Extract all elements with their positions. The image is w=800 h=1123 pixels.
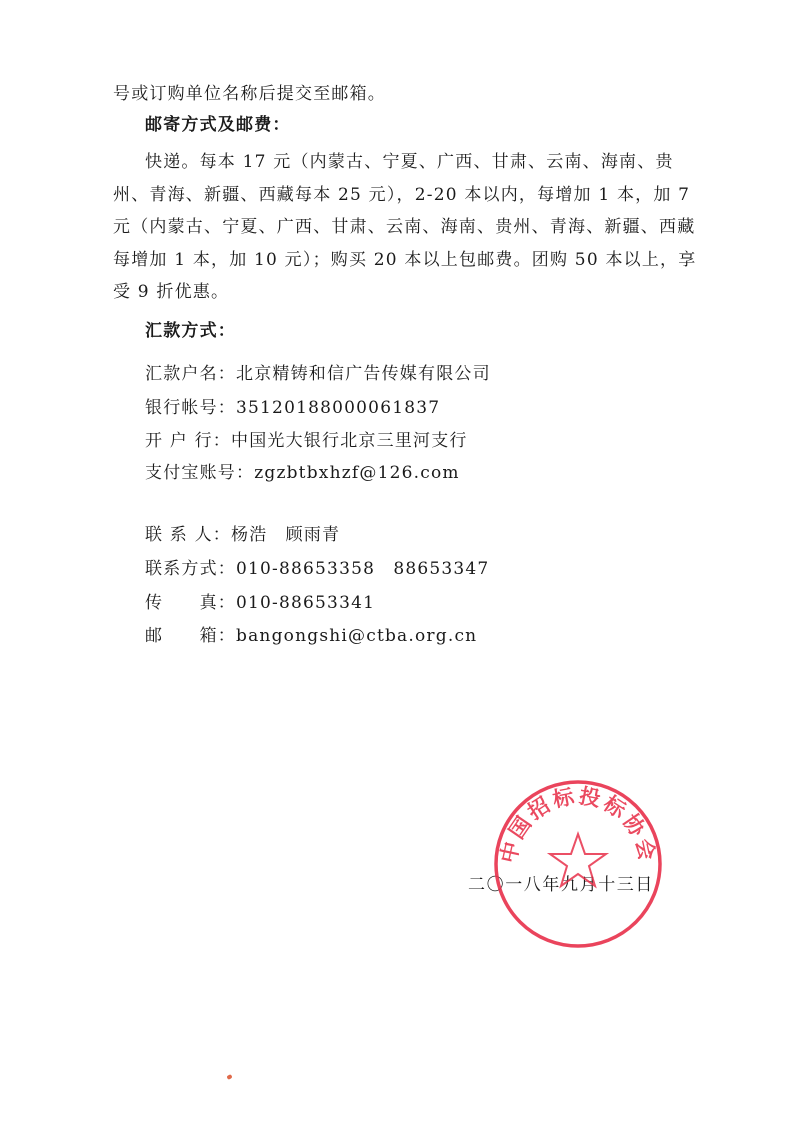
contact-row-email	[145, 625, 477, 647]
contact-label: 传 真：	[145, 593, 236, 613]
contact-value: 010-88653341	[236, 593, 376, 613]
intro-tail-line: 号或订购单位名称后提交至邮箱。	[113, 84, 386, 104]
shipping-heading: 邮寄方式及邮费：	[145, 115, 291, 135]
remittance-row-account-name	[145, 363, 491, 385]
contact-label: 联 系 人：	[145, 525, 232, 545]
official-seal	[492, 778, 664, 950]
remittance-label: 汇款户名：	[145, 364, 236, 384]
remittance-heading: 汇款方式：	[145, 321, 236, 341]
seal-star-icon	[550, 834, 606, 886]
shipping-paragraph: 快递。每本 17 元（内蒙古、宁夏、广西、甘肃、云南、海南、贵州、青海、新疆、西藏每本 25 元），2-20 本以内，每增加 1 本，加 7 元（内蒙古、宁夏、广西、甘肃、云南、海南、贵州、青海、新疆、西藏每增加 1 本，加 10 元）；购买 20 本以上包邮费。团购 50 本以上，享受 9 折优惠。	[113, 152, 697, 302]
remittance-label: 开 户 行：	[145, 431, 232, 451]
contact-row-person	[145, 524, 340, 546]
document-date: 二〇一八年九月十三日	[468, 875, 654, 895]
remittance-label: 支付宝账号：	[145, 463, 255, 483]
remittance-row-bank	[145, 430, 468, 452]
contact-row-phone	[145, 558, 489, 580]
remittance-label: 银行帐号：	[145, 398, 236, 418]
svg-text:中国招标投标协会	[496, 784, 659, 865]
remittance-value: zgzbtbxhzf@126.com	[254, 463, 460, 483]
seal-text: 中国招标投标协会	[496, 783, 660, 866]
remittance-value: 35120188000061837	[236, 398, 441, 418]
ink-speck	[226, 1074, 232, 1080]
contact-row-fax	[145, 592, 375, 614]
remittance-row-alipay	[145, 462, 460, 484]
contact-value: 010-88653358 88653347	[236, 559, 490, 579]
contact-label: 邮 箱：	[145, 626, 236, 646]
contact-value: bangongshi@ctba.org.cn	[236, 626, 478, 646]
remittance-value: 北京精铸和信广告传媒有限公司	[236, 364, 491, 384]
remittance-row-bank-account	[145, 397, 440, 419]
contact-label: 联系方式：	[145, 559, 236, 579]
remittance-value: 中国光大银行北京三里河支行	[231, 431, 468, 451]
contact-value: 杨浩 顾雨青	[231, 525, 341, 545]
